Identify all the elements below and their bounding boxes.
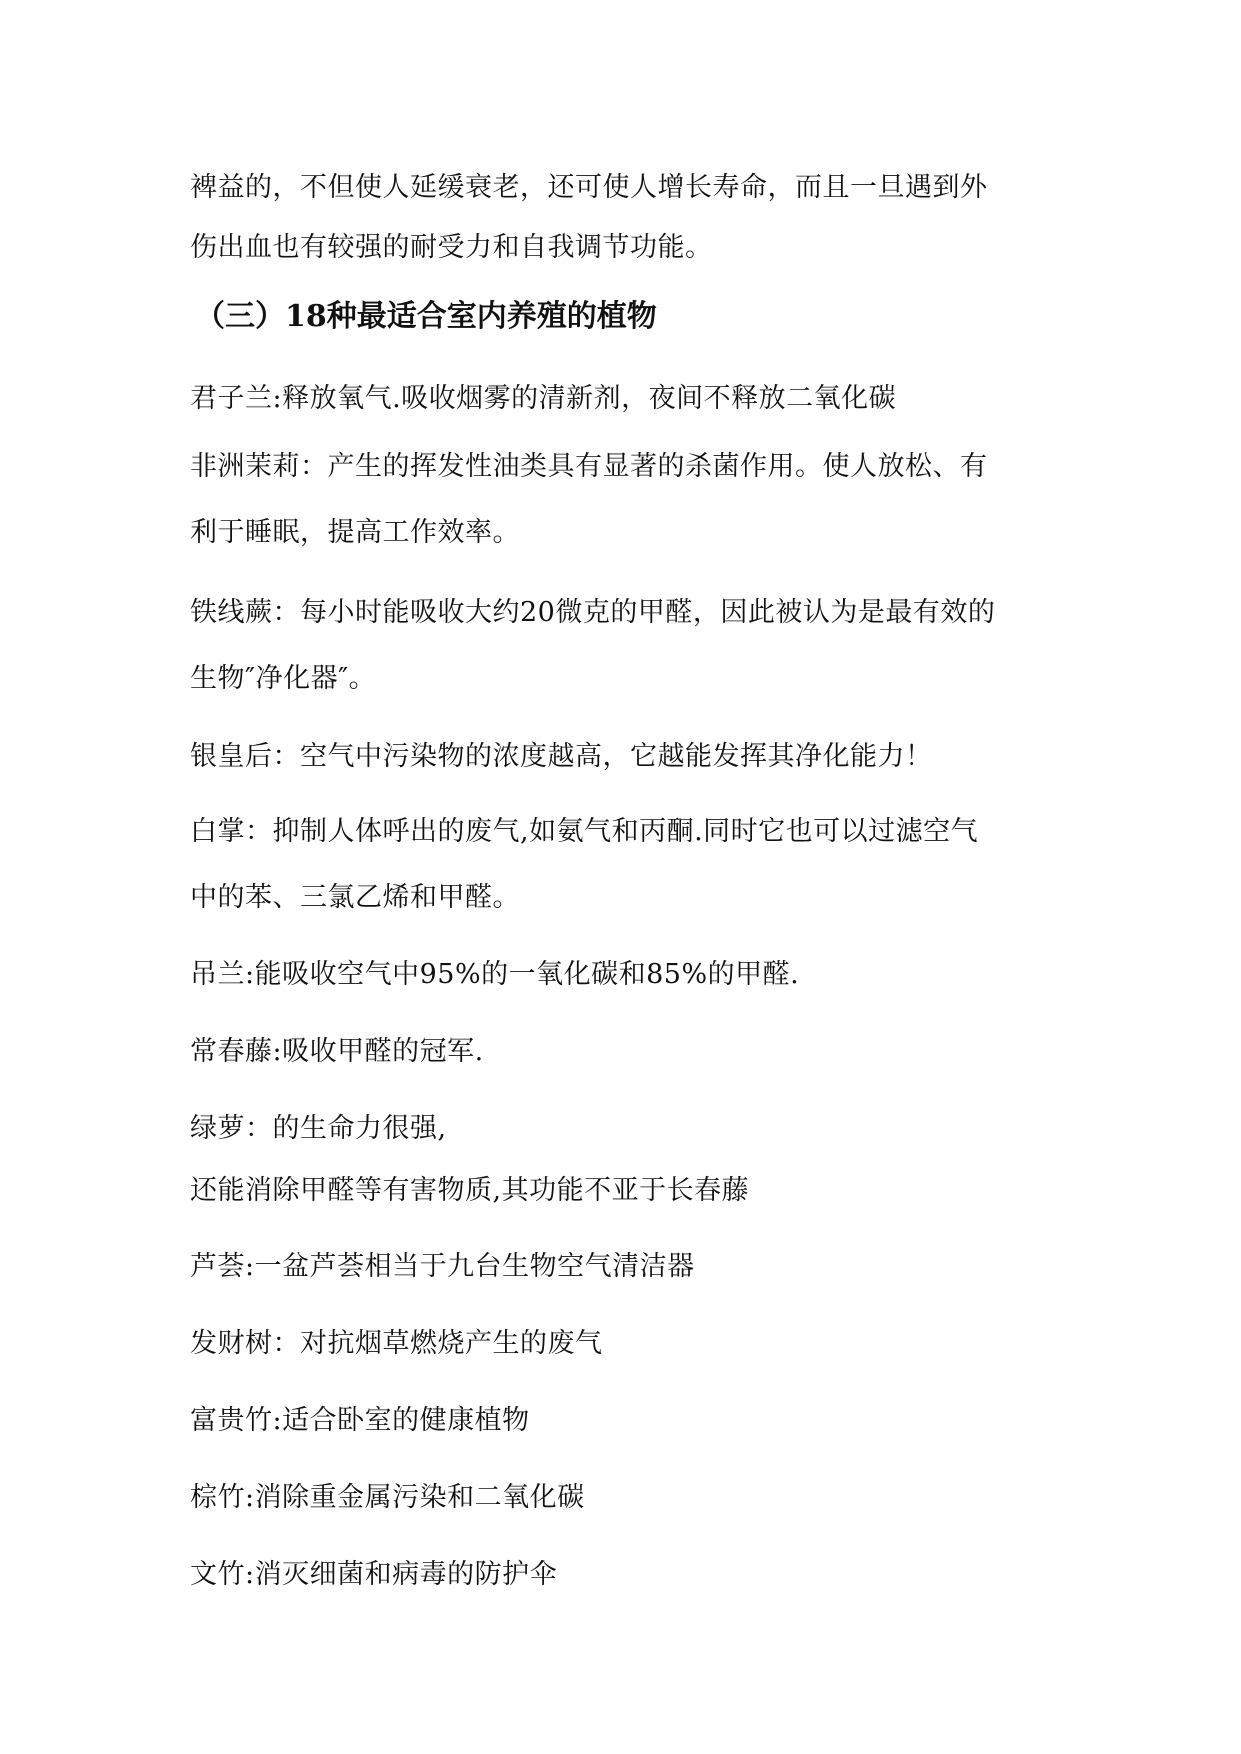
section-heading: （三）18种最适合室内养殖的植物 bbox=[195, 299, 657, 334]
paragraph-line-2: 伤出血也有较强的耐受力和自我调节功能。 bbox=[190, 232, 713, 263]
plant-line: 常春藤:吸收甲醛的冠军. bbox=[190, 1036, 484, 1067]
plant-line: 中的苯、三氯乙烯和甲醛。 bbox=[190, 882, 520, 913]
plant-line: 文竹:消灭细菌和病毒的防护伞 bbox=[190, 1559, 558, 1590]
plant-line: 富贵竹:适合卧室的健康植物 bbox=[190, 1405, 530, 1436]
plant-line: 生物″净化器″。 bbox=[190, 663, 377, 694]
plant-line: 白掌：抑制人体呼出的废气,如氨气和丙酮.同时它也可以过滤空气 bbox=[190, 816, 979, 847]
plant-line: 吊兰:能吸收空气中95%的一氧化碳和85%的甲醛. bbox=[190, 959, 800, 990]
plant-line: 利于睡眠，提高工作效率。 bbox=[190, 517, 520, 548]
paragraph-line-1: 裨益的，不但使人延缓衰老，还可使人增长寿命，而且一旦遇到外 bbox=[190, 172, 988, 203]
plant-line: 银皇后：空气中污染物的浓度越高，它越能发挥其净化能力！ bbox=[190, 741, 933, 772]
plant-line: 棕竹:消除重金属污染和二氧化碳 bbox=[190, 1482, 585, 1513]
plant-line: 绿萝：的生命力很强, bbox=[190, 1113, 447, 1144]
plant-line: 铁线蕨：每小时能吸收大约20微克的甲醛，因此被认为是最有效的 bbox=[190, 597, 996, 628]
plant-line: 芦荟:一盆芦荟相当于九台生物空气清洁器 bbox=[190, 1251, 695, 1282]
plant-line: 君子兰:释放氧气.吸收烟雾的清新剂，夜间不释放二氧化碳 bbox=[190, 383, 897, 414]
plant-line: 还能消除甲醛等有害物质,其功能不亚于长春藤 bbox=[190, 1175, 750, 1206]
plant-line: 发财树：对抗烟草燃烧产生的废气 bbox=[190, 1328, 603, 1359]
plant-line: 非洲茉莉：产生的挥发性油类具有显著的杀菌作用。使人放松、有 bbox=[190, 451, 988, 482]
